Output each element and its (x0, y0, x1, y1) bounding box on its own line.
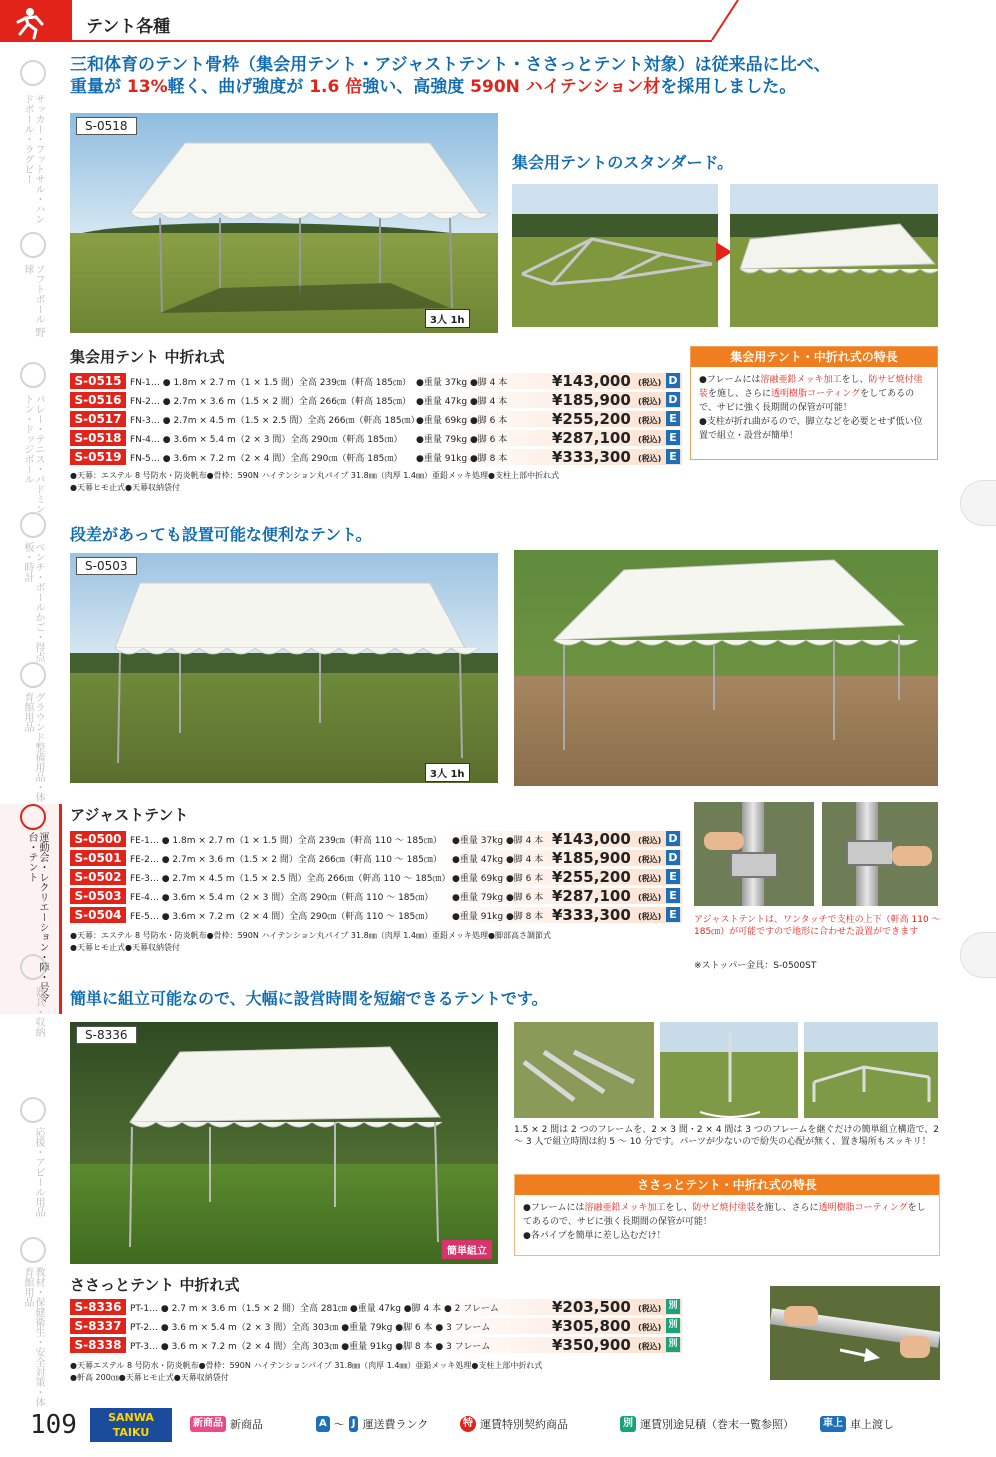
shipping-rank-badge: D (666, 850, 680, 865)
shipping-rank-badge: 別 (666, 1299, 680, 1314)
product-spec: FE-4… ● 3.6m × 5.4 m（2 × 3 間）全高 290㎝（軒高 110 ～ 185㎝） (130, 892, 434, 903)
feature-item-1: ●フレームには溶融亜鉛メッキ加工をし、防サビ焼付塗装を施し、さらに透明樹脂コーティングをしてあるので、サビに強く長期間の保管が可能！ (523, 1203, 926, 1227)
product-notes-2 (70, 930, 690, 954)
shipping-rank-badge: D (666, 373, 680, 388)
clamp-photo-2 (822, 802, 938, 906)
crew-time-badge: 3人 1h (425, 309, 470, 328)
binder-hole-1 (960, 480, 996, 526)
header-rule (72, 40, 712, 42)
side-category-7[interactable]: 器具・収納 (33, 987, 44, 1037)
tax-included-label: (税込) (638, 893, 662, 902)
feature-box-1 (690, 346, 938, 460)
product-notes-1 (70, 470, 690, 494)
side-category-5[interactable]: グラウンド整備用品・体育館用品 (22, 692, 44, 802)
product-weight: ●重量 47kg ●脚 4 本 (452, 854, 544, 865)
shipping-rank-badge: E (666, 430, 680, 445)
product-code: S-8337 (70, 1318, 126, 1334)
tax-included-label: (税込) (638, 378, 662, 387)
notes-line-1: ●天幕：エステル 8 号防水・防炎帆布●骨枠：590N ハイテンション丸パイプ 31.8㎜（肉厚 1.4㎜）亜鉛メッキ処理●支柱上部中折れ式 (70, 471, 559, 480)
product-weight: ●重量 47kg ●脚 4 本 (416, 396, 508, 407)
slope-tent-illustration (514, 550, 938, 786)
shipping-rank-badge: E (666, 907, 680, 922)
product-spec: FE-2… ● 2.7m × 3.6 m（1.5 × 2 間）全高 266㎝（軒高 110 ～ 185㎝） (130, 854, 442, 865)
product-row (70, 830, 682, 848)
product-row (70, 1336, 682, 1354)
product-code: S-0503 (70, 888, 126, 904)
product-price: ¥255,200 (552, 868, 631, 886)
truck-delivery-icon: 車上 (820, 1416, 846, 1432)
frame-illustration (512, 184, 718, 327)
product-row (70, 906, 682, 924)
product-code: S-0519 (70, 449, 126, 465)
product-price: ¥333,300 (552, 906, 631, 924)
page-number: 109 (30, 1410, 77, 1440)
feature-box-title: 集会用テント・中折れ式の特長 (691, 347, 937, 367)
header-slash-decoration (690, 0, 740, 42)
product-price: ¥255,200 (552, 410, 631, 428)
product-weight: ●重量 91kg ●脚 8 本 (452, 911, 544, 922)
headline-text-e: 強い、高強度 (362, 77, 471, 97)
product-row-body (126, 1299, 682, 1315)
legend-rank: A ～ J 運送費ランク (316, 1416, 428, 1432)
product-code: S-0516 (70, 392, 126, 408)
tax-included-label: (税込) (638, 1342, 662, 1351)
tax-included-label: (税込) (638, 1304, 662, 1313)
product-row-body (126, 907, 682, 923)
legend-separate: 別 運賃別途見積（巻末一覧参照） (620, 1416, 794, 1432)
product-row-body (126, 1337, 682, 1353)
product-row (70, 391, 682, 409)
side-category-2[interactable]: ソフトボール 野球 (22, 264, 44, 338)
bench-icon (20, 512, 46, 538)
product-code: S-0504 (70, 907, 126, 923)
product-price: ¥287,100 (552, 429, 631, 447)
binder-hole-2 (960, 932, 996, 978)
product-code: S-0501 (70, 850, 126, 866)
product-price: ¥143,000 (552, 830, 631, 848)
tent-photo-main-2 (70, 553, 498, 783)
photo-tag-3: S-8336 (76, 1026, 137, 1044)
special-contract-icon: 特 (460, 1416, 476, 1432)
product-notes-3 (70, 1360, 710, 1384)
product-price: ¥203,500 (552, 1298, 631, 1316)
clamp-photo-1 (694, 802, 814, 906)
assembly-illustration (660, 1022, 798, 1118)
tax-included-label: (税込) (638, 836, 662, 845)
half-assembled-photo (660, 1022, 798, 1118)
product-price: ¥333,300 (552, 448, 631, 466)
product-title-1: 集会用テント 中折れ式 (70, 348, 225, 366)
product-code: S-0515 (70, 373, 126, 389)
product-weight: ●重量 91kg ●脚 8 本 (416, 453, 508, 464)
feature-item-2: ●支柱が折れ曲がるので、脚立などを必要とせず低い位置で組立・設営が簡単！ (699, 417, 923, 441)
product-spec: FN-1… ● 1.8m × 2.7 m（1 × 1.5 間）全高 239㎝（軒高 185㎝） (130, 377, 411, 388)
side-category-4[interactable]: ベンチ・ボールかご・得点板・時計 (22, 542, 44, 662)
tent-slope-photo (514, 550, 938, 786)
tax-included-label: (税込) (638, 855, 662, 864)
tax-included-label: (税込) (638, 416, 662, 425)
headline-strength-ratio: 1.6 倍 (309, 77, 363, 97)
headline-text-g: を採用しました。 (660, 77, 797, 97)
feature-item-1: ●フレームには溶融亜鉛メッキ加工をし、防サビ焼付塗装を施し、さらに透明樹脂コーティングをしてあるので、サビに強く長期間の保管が可能！ (699, 375, 923, 413)
frame-photo-1 (512, 184, 718, 327)
product-spec: FN-3… ● 2.7m × 4.5 m（1.5 × 2.5 間）全高 266㎝（軒高 185㎝） (130, 415, 420, 426)
shipping-rank-badge: E (666, 449, 680, 464)
product-row (70, 868, 682, 886)
headline-line1: 三和体育のテント骨枠（集会用テント・アジャストテント・ささっとテント対象）は従来品に比べ、 (70, 55, 831, 75)
new-product-icon: 新商品 (190, 1416, 226, 1432)
flag-icon (20, 1097, 46, 1123)
first-aid-icon (20, 1237, 46, 1263)
side-category-3[interactable]: バレー・テニス・バドミントン・ドッジボール (22, 394, 44, 514)
product-code: S-8336 (70, 1299, 126, 1315)
product-spec: FN-5… ● 3.6m × 7.2 m（2 × 4 間）全高 290㎝（軒高 185㎝） (130, 453, 403, 464)
running-person-icon (0, 0, 72, 42)
product-spec: PT-1… ● 2.7 m × 3.6 m（1.5 × 2 間）全高 281㎝ ●重量 47kg ●脚 4 本 ● 2 フレーム (130, 1303, 499, 1314)
tent-photo-main-1 (70, 113, 498, 333)
headline-text-c: 軽く、曲げ強度が (167, 77, 310, 97)
product-row-body (126, 411, 682, 427)
product-spec: FN-4… ● 3.6m × 5.4 m（2 × 3 間）全高 290㎝（軒高 185㎝） (130, 434, 403, 445)
rank-a-icon: A (316, 1416, 330, 1432)
product-row-body (126, 850, 682, 866)
tax-included-label: (税込) (638, 435, 662, 444)
frame-set-illustration (804, 1022, 938, 1118)
product-row (70, 372, 682, 390)
product-price: ¥143,000 (552, 372, 631, 390)
bat-icon (20, 232, 46, 258)
product-row-body (126, 869, 682, 885)
headline (70, 54, 970, 98)
adjust-caption: アジャストテントは、ワンタッチで支柱の上下（軒高 110 ～ 185㎝）が可能ですので地形に合わせた設置ができます (694, 915, 941, 937)
headline-text-a: 重量が (70, 77, 127, 97)
product-row-body (126, 888, 682, 904)
tax-included-label: (税込) (638, 454, 662, 463)
tax-included-label: (税込) (638, 874, 662, 883)
feature-box-3 (514, 1174, 940, 1256)
tax-included-label: (税込) (638, 397, 662, 406)
feature-box-title-3: ささっとテント・中折れ式の特長 (515, 1175, 939, 1195)
separate-quote-icon: 別 (620, 1416, 636, 1432)
category-side-rail (0, 42, 62, 1407)
insert-arrow-icon (840, 1344, 880, 1364)
sasatto-tent-illustration (70, 1022, 498, 1264)
section2-headline: 段差があっても設置可能な便利なテント。 (70, 525, 372, 544)
product-weight: ●重量 79kg ●脚 6 本 (416, 434, 508, 445)
product-row (70, 849, 682, 867)
shipping-rank-badge: E (666, 411, 680, 426)
product-row (70, 1298, 682, 1316)
section1-subheading: 集会用テントのスタンダード。 (512, 153, 734, 172)
product-weight: ●重量 37kg ●脚 4 本 (452, 835, 544, 846)
product-row-body (126, 1318, 682, 1334)
crew-time-badge-2: 3人 1h (425, 763, 470, 782)
tax-included-label: (税込) (638, 912, 662, 921)
assembled-frame-photo (804, 1022, 938, 1118)
photo-tag-2: S-0503 (76, 557, 137, 575)
legend-new: 新商品 新商品 (190, 1416, 263, 1432)
product-spec: PT-2… ● 3.6 m × 5.4 m（2 × 3 間）全高 303㎝ ●重量 79kg ●脚 6 本 ● 3 フレーム (130, 1322, 491, 1333)
header-bar (0, 0, 996, 42)
feature-box-body-3 (515, 1195, 939, 1249)
rake-icon (20, 662, 46, 688)
section-title: テント各種 (86, 17, 171, 37)
product-title-2: アジャストテント (70, 806, 189, 824)
frames-on-grass-photo (514, 1022, 654, 1118)
adjust-tent-illustration (70, 553, 498, 783)
notes-line-2: ●軒高 200㎝●天幕ヒモ止式●天幕収納袋付 (70, 1373, 229, 1382)
headline-material: 590N ハイテンション材 (470, 77, 661, 97)
tent-raised-photo (730, 184, 938, 327)
product-price: ¥287,100 (552, 887, 631, 905)
side-category-1[interactable]: サッカー・フットサル・ハンドボール・ラグビー (22, 94, 44, 224)
product-title-3: ささっとテント 中折れ式 (70, 1276, 240, 1294)
product-spec: FE-3… ● 2.7m × 4.5 m（1.5 × 2.5 間）全高 266㎝（軒高 110 ～ 185㎝） (130, 873, 451, 884)
soccer-ball-icon (20, 60, 46, 86)
product-price: ¥305,800 (552, 1317, 631, 1335)
notes-line-2: ●天幕ヒモ止式●天幕収納袋付 (70, 943, 180, 952)
product-code: S-0502 (70, 869, 126, 885)
shipping-rank-badge: 別 (666, 1337, 680, 1352)
product-row (70, 448, 682, 466)
product-weight: ●重量 69kg ●脚 6 本 (452, 873, 544, 884)
notes-line-2: ●天幕ヒモ止式●天幕収納袋付 (70, 483, 180, 492)
shipping-rank-badge: D (666, 831, 680, 846)
stopper-note: ※ストッパー金具：S-0500ST (694, 961, 817, 971)
frame-parts-illustration (514, 1022, 654, 1118)
tent-illustration (70, 113, 498, 333)
product-spec: FE-1… ● 1.8m × 2.7 m（1 × 1.5 間）全高 239㎝（軒高 110 ～ 185㎝） (130, 835, 442, 846)
product-spec: PT-3… ● 3.6 m × 7.2 m（2 × 4 間）全高 303㎝ ●重量 91kg ●脚 8 本 ● 3 フレーム (130, 1341, 491, 1352)
side-category-9[interactable]: 教材・保健衛生・安全対策・体育館用品 (22, 1267, 44, 1407)
product-code: S-8338 (70, 1337, 126, 1353)
section3-headline: 簡単に組立可能なので、大幅に設営時間を短縮できるテントです。 (70, 989, 548, 1008)
easy-assembly-badge: 簡単組立 (442, 1240, 492, 1259)
notes-line-1: ●天幕：エステル 8 号防水・防炎帆布●骨枠：590N ハイテンション丸パイプ 31.8㎜（肉厚 1.4㎜）亜鉛メッキ処理●脚部高さ調節式 (70, 931, 551, 940)
rank-j-icon: J (349, 1416, 359, 1432)
header-sport-tab (0, 0, 72, 42)
product-row-body (126, 373, 682, 389)
product-row-body (126, 831, 682, 847)
tax-included-label: (税込) (638, 1323, 662, 1332)
product-row (70, 410, 682, 428)
feature-box-body (691, 367, 937, 449)
headline-weight-percent: 13% (126, 77, 168, 97)
product-row-body (126, 392, 682, 408)
product-row-body (126, 449, 682, 465)
feature-item-2: ●各パイプを簡単に差し込むだけ！ (523, 1231, 666, 1241)
whistle-icon (20, 804, 46, 830)
product-row (70, 887, 682, 905)
product-row (70, 1317, 682, 1335)
product-spec: FN-2… ● 2.7m × 3.6 m（1.5 × 2 間）全高 266㎝（軒高 185㎝） (130, 396, 411, 407)
side-category-8[interactable]: 応援・アピール用品 (33, 1127, 44, 1217)
sanwa-taiku-logo: SANWA TAIKU (90, 1408, 172, 1442)
product-spec: FE-5… ● 3.6m × 7.2 m（2 × 4 間）全高 290㎝（軒高 110 ～ 185㎝） (130, 911, 434, 922)
tent-photo-main-3 (70, 1022, 498, 1264)
product-weight: ●重量 37kg ●脚 4 本 (416, 377, 508, 388)
legend-special: 特 運賃特別契約商品 (460, 1416, 568, 1432)
shipping-rank-badge: 別 (666, 1318, 680, 1333)
shipping-rank-badge: D (666, 392, 680, 407)
photo-tag: S-0518 (76, 117, 137, 135)
product-price: ¥350,900 (552, 1336, 631, 1354)
volleyball-icon (20, 362, 46, 388)
product-price: ¥185,900 (552, 849, 631, 867)
product-code: S-0518 (70, 430, 126, 446)
shipping-rank-badge: E (666, 888, 680, 903)
sasatto-caption: 1.5 × 2 間は 2 つのフレームを、2 × 3 間・2 × 4 間は 3 つのフレームを継ぐだけの簡単組立構造で、2 ～ 3 人で組立時間は約 5 ～ 10 分です。パーツが少ないので紛失の心配が無く、置き場所もスッキリ！ (514, 1125, 940, 1147)
side-category-active[interactable]: 運動会・レクリエーション・陣・号令台・テント (26, 832, 48, 1002)
product-price: ¥185,900 (552, 391, 631, 409)
box-icon (20, 954, 46, 980)
pipe-insert-photo (770, 1286, 940, 1380)
product-weight: ●重量 79kg ●脚 6 本 (452, 892, 544, 903)
notes-line-1: ●天幕エステル 8 号防水・防炎帆布●骨枠：590N ハイテンションパイプ 31.8㎜（肉厚 1.4㎜）亜鉛メッキ処理●支柱上部中折れ式 (70, 1361, 543, 1370)
legend-truck: 車上 車上渡し (820, 1416, 894, 1432)
product-row-body (126, 430, 682, 446)
product-row (70, 429, 682, 447)
product-code: S-0500 (70, 831, 126, 847)
shipping-rank-badge: E (666, 869, 680, 884)
low-tent-illustration (730, 184, 938, 327)
product-code: S-0517 (70, 411, 126, 427)
headline-line2 (70, 76, 970, 98)
product-weight: ●重量 69kg ●脚 6 本 (416, 415, 508, 426)
